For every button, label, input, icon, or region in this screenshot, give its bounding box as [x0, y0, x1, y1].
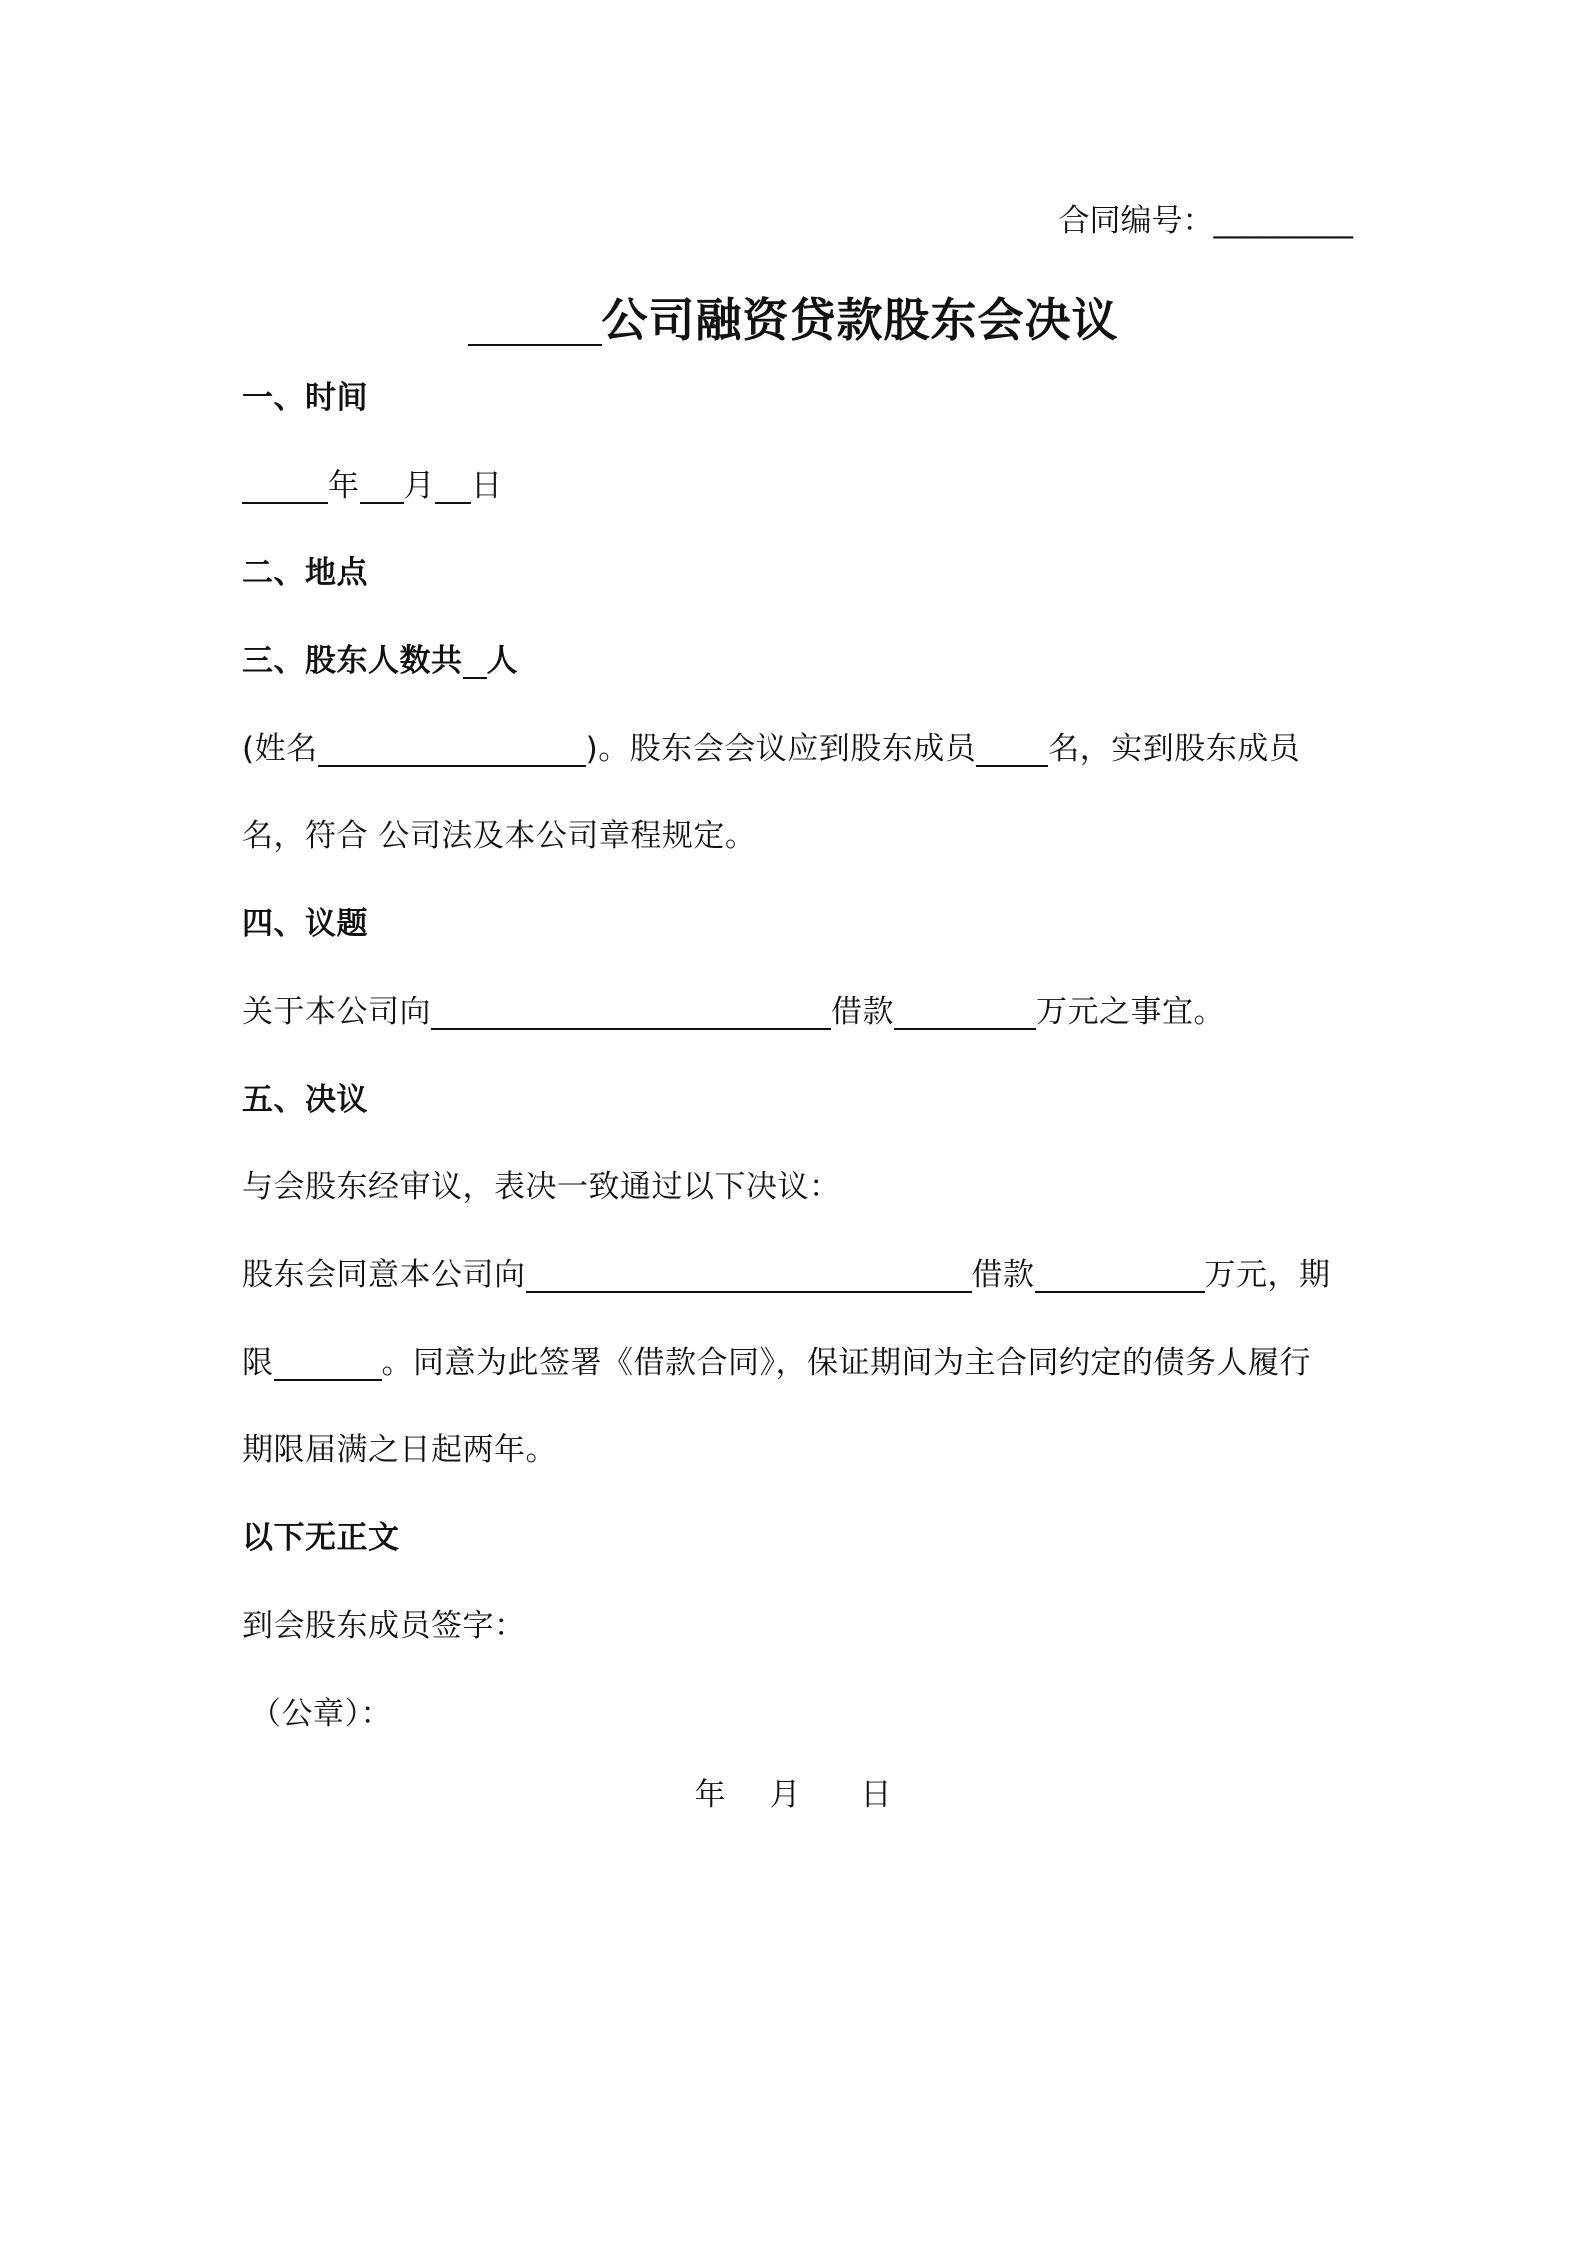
contract-number — [1059, 199, 1354, 243]
topic-text-c: 万元之事宜。 — [1036, 994, 1225, 1030]
shareholders-heading-suffix: 人 — [486, 643, 518, 679]
shareholders-line-1 — [242, 727, 1353, 771]
actual-members-text: 名，实到股东成员 — [1048, 731, 1301, 767]
resolution-amount-blank — [1035, 1257, 1205, 1293]
resolution-text-d: 。同意为此签署《借款合同》，保证期间为主合同约定的债务人履行 — [381, 1345, 1311, 1381]
resolution-line-2 — [242, 1341, 1353, 1385]
section-location-heading: 二、地点 — [242, 555, 368, 591]
resolution-line-3: 期限届满之日起两年。 — [242, 1432, 557, 1468]
resolution-line-1 — [242, 1253, 1353, 1297]
month-blank — [360, 468, 404, 504]
signing-year: 年 — [694, 1777, 726, 1813]
resolution-text-a: 股东会同意本公司向 — [242, 1257, 526, 1293]
shareholders-heading-prefix: 三、股东人数共 — [242, 643, 463, 679]
section-topic-heading: 四、议题 — [242, 906, 368, 942]
amount-blank — [894, 994, 1036, 1030]
signing-day: 日 — [860, 1777, 892, 1813]
names-blank — [318, 731, 586, 767]
seal-label: （公章）： — [250, 1696, 392, 1732]
expected-count-blank — [976, 731, 1048, 767]
contract-number-value: _________ — [1213, 203, 1353, 239]
topic-text-b: 借款 — [831, 994, 894, 1030]
signing-date — [0, 1773, 1586, 1817]
signing-month: 月 — [769, 1777, 801, 1813]
signature-label: 到会股东成员签字： — [242, 1608, 526, 1644]
shareholders-line-2: 名，符合 公司法及本公司章程规定。 — [242, 818, 757, 854]
month-label: 月 — [403, 468, 435, 504]
document-title — [0, 290, 1586, 350]
section-time-heading: 一、时间 — [242, 380, 368, 416]
meeting-date-line — [242, 464, 1353, 508]
resolution-text-c: 万元，期 — [1204, 1257, 1331, 1293]
lender-blank — [431, 994, 831, 1030]
resolution-intro: 与会股东经审议，表决一致通过以下决议： — [242, 1169, 841, 1205]
resolution-lender-blank — [526, 1257, 972, 1293]
year-blank — [242, 468, 328, 504]
section-resolution-heading: 五、决议 — [242, 1082, 368, 1118]
title-company-blank — [468, 298, 602, 346]
resolution-text-b: 借款 — [971, 1257, 1035, 1293]
section-shareholders-heading — [242, 639, 1353, 683]
topic-line — [242, 990, 1353, 1034]
topic-text-a: 关于本公司向 — [242, 994, 431, 1030]
day-label: 日 — [471, 468, 503, 504]
no-more-text: 以下无正文 — [242, 1520, 400, 1556]
year-label: 年 — [328, 468, 360, 504]
expected-members-text: )。股东会会议应到股东成员 — [585, 731, 977, 767]
contract-number-label: 合同编号： — [1058, 203, 1214, 239]
term-blank — [274, 1345, 382, 1381]
day-blank — [435, 468, 471, 504]
shareholder-count-blank — [463, 643, 487, 679]
name-label: (姓名 — [242, 731, 318, 767]
title-text: 公司融资贷款股东会决议 — [601, 293, 1119, 347]
term-label: 限 — [242, 1345, 274, 1381]
